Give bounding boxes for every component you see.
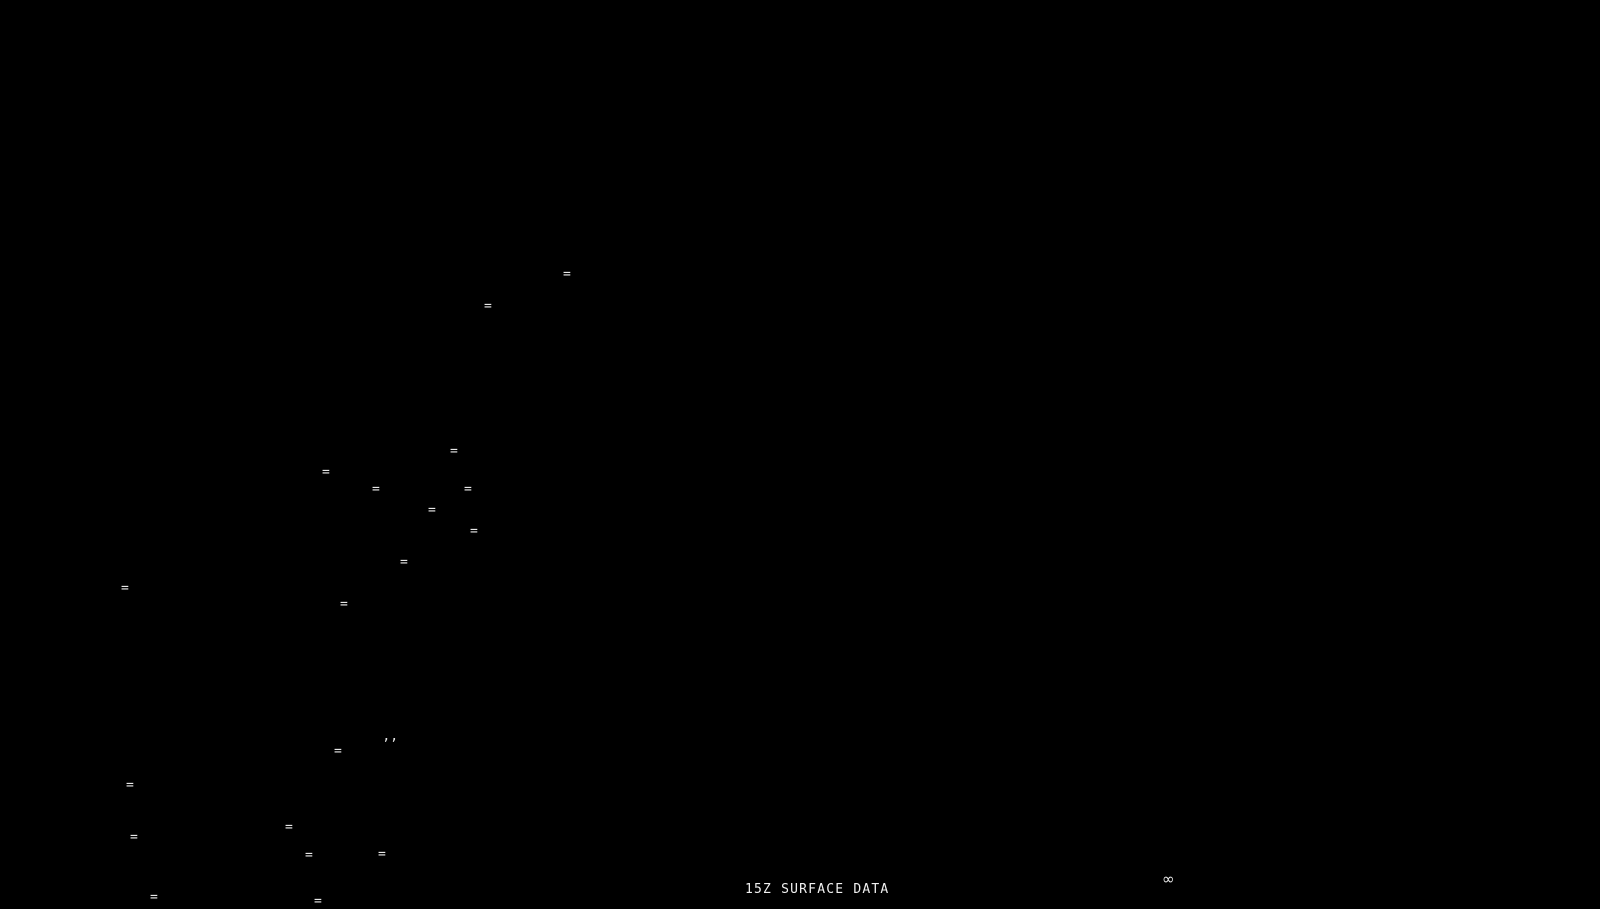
station-mist-symbol: = [285,820,293,835]
station-mist-symbol: = [340,597,348,612]
station-mist-symbol: = [372,482,380,497]
station-mist-symbol: = [428,503,436,518]
station-mist-symbol: = [130,830,138,845]
station-mist-symbol: = [470,524,478,539]
station-mist-symbol: = [400,555,408,570]
station-mist-symbol: = [464,482,472,497]
station-mist-symbol: = [322,465,330,480]
station-drizzle-symbol: ’’ [382,737,398,752]
station-mist-symbol: = [150,890,158,905]
map-caption: 15Z SURFACE DATA [745,882,890,897]
station-mist-symbol: = [305,848,313,863]
station-mist-symbol: = [314,894,322,909]
station-mist-symbol: = [563,267,571,282]
station-mist-symbol: = [484,299,492,314]
station-mist-symbol: = [334,744,342,759]
station-mist-symbol: = [121,581,129,596]
station-mist-symbol: = [450,444,458,459]
station-mist-symbol: = [378,847,386,862]
station-mist-symbol: = [126,778,134,793]
station-infinity-symbol: ∞ [1162,870,1175,888]
